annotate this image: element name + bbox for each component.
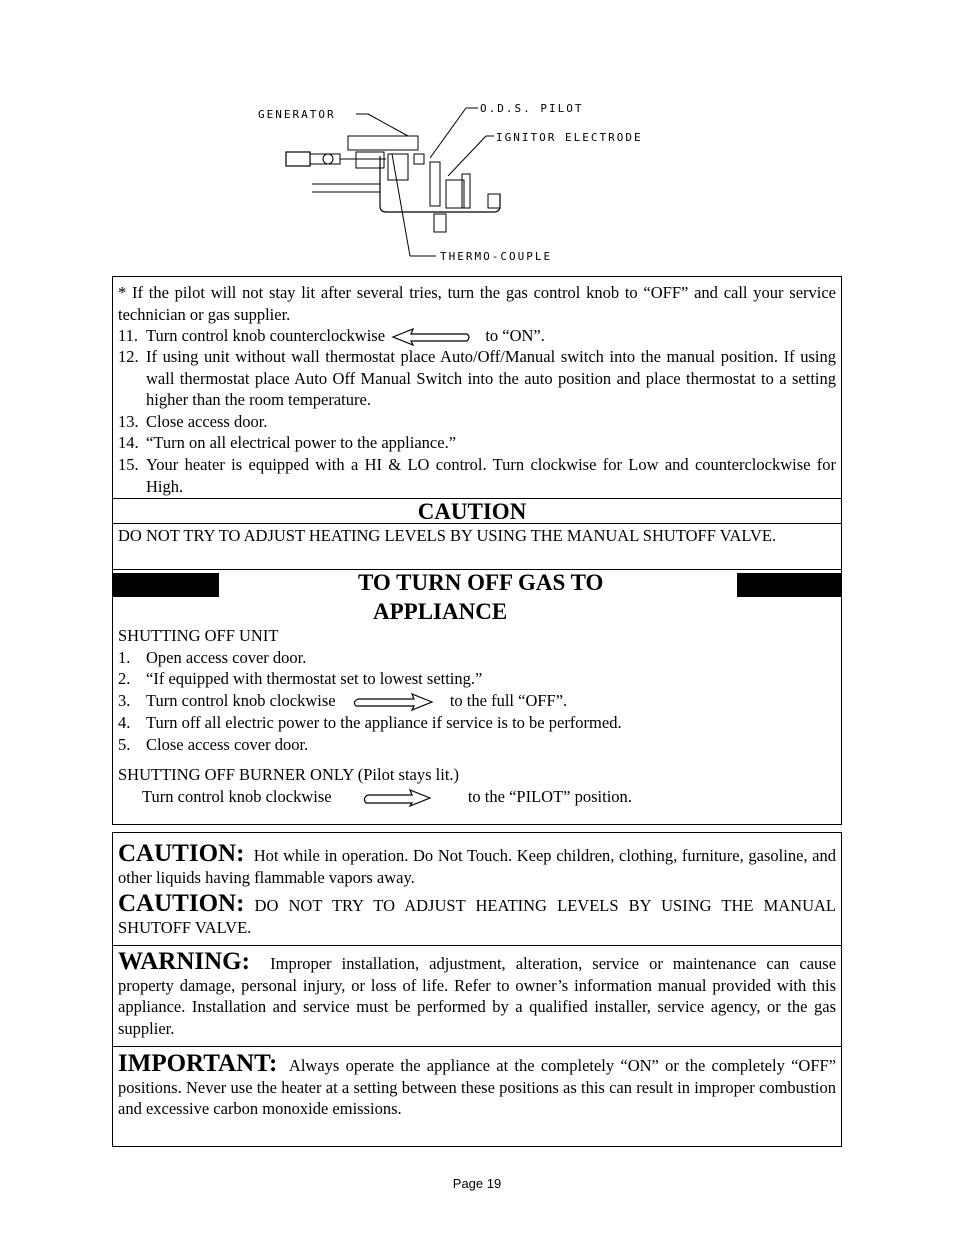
warning-label: WARNING:: [118, 948, 250, 975]
off-step-1: [118, 647, 836, 669]
burner-only-suffix: to the “PILOT” position.: [467, 787, 632, 806]
off-step-5-text: Close access cover door.: [146, 735, 309, 754]
caution-heading: CAUTION: [417, 499, 527, 524]
warnings-box: [112, 832, 842, 1147]
step-number: 12.: [118, 347, 139, 366]
turn-off-gas-title: TO TURN OFF GAS TO: [358, 570, 604, 595]
label-thermocouple: THERMO-COUPLE: [440, 250, 553, 263]
step-14: [118, 432, 836, 454]
step-number: 5.: [118, 735, 131, 754]
lighting-instructions-box: [112, 276, 842, 825]
caution-hot-text: Hot while in operation. Do Not Touch. Keep children, clothing, furniture, gasoline, and other liquids having flammable vapors away.: [118, 846, 836, 887]
off-step-2: [118, 668, 836, 690]
burner-only-text: Turn control knob clockwise: [142, 787, 332, 806]
important-label: IMPORTANT:: [118, 1050, 278, 1077]
turn-off-gas-title-line2: APPLIANCE: [373, 599, 508, 624]
caution-label: CAUTION:: [118, 890, 245, 917]
caution-adjust: [118, 890, 836, 938]
divider: [113, 945, 841, 946]
step-13-text: Close access door.: [146, 412, 268, 431]
pilot-assembly-diagram: [250, 96, 700, 266]
divider: [113, 1046, 841, 1047]
shutting-off-unit-heading: SHUTTING OFF UNIT: [118, 626, 279, 645]
important-block: [118, 1050, 837, 1120]
off-step-3: [118, 690, 836, 712]
step-15: [118, 454, 836, 497]
pilot-note: * If the pilot will not stay lit after several tries, turn the gas control knob to “OFF” and call your service technician or gas supplier.: [118, 283, 836, 324]
step-11-suffix: to “ON”.: [485, 326, 545, 345]
step-13: [118, 411, 836, 433]
off-step-5: [118, 734, 836, 756]
step-11-text: Turn control knob counterclockwise: [146, 326, 386, 345]
off-step-1-text: Open access cover door.: [146, 648, 307, 667]
step-number: 11.: [118, 326, 139, 345]
burner-only-instruction: [142, 786, 836, 808]
divider: [113, 523, 841, 524]
step-number: 3.: [118, 691, 131, 710]
label-generator: GENERATOR: [258, 108, 336, 121]
warning-text: Improper installation, adjustment, alteration, service or maintenance can cause property damage, personal injury, or loss of life. Refer to owner’s information manual provided with this appliance. Installation and service must be performed by a qualified installer, service agency, or the gas supplier.: [118, 954, 837, 1038]
step-number: 13.: [118, 412, 139, 431]
off-step-3-text: Turn control knob clockwise: [146, 691, 336, 710]
caution-label: CAUTION:: [118, 840, 245, 867]
black-bar-right: [737, 573, 841, 597]
counterclockwise-arrow-icon: [389, 328, 473, 346]
page-number: Page 19: [452, 1176, 502, 1191]
label-ignitor-electrode: IGNITOR ELECTRODE: [496, 131, 643, 144]
clockwise-arrow-icon: [358, 789, 434, 807]
off-step-4: [118, 712, 836, 734]
step-number: 15.: [118, 455, 139, 474]
off-step-4-text: Turn off all electric power to the appliance if service is to be performed.: [146, 713, 622, 732]
label-ods-pilot: O.D.S. PILOT: [480, 102, 584, 115]
step-15-text: Your heater is equipped with a HI & LO control. Turn clockwise for Low and counterclockwise for High.: [146, 455, 836, 496]
clockwise-arrow-icon: [348, 693, 436, 711]
step-number: 14.: [118, 433, 139, 452]
caution-text: DO NOT TRY TO ADJUST HEATING LEVELS BY USING THE MANUAL SHUTOFF VALVE.: [118, 526, 777, 545]
step-12: [118, 346, 836, 411]
step-11: [118, 325, 836, 347]
step-12-text: If using unit without wall thermostat place Auto/Off/Manual switch into the manual position. If using wall thermostat place Auto Off Manual Switch into the auto position and place thermostat to a setting higher than the room temperature.: [146, 347, 836, 409]
off-step-3-suffix: to the full “OFF”.: [449, 691, 568, 710]
important-text: Always operate the appliance at the completely “ON” or the completely “OFF” positions. Never use the heater at a setting between these positions as this can result in improper combustion and excessive carbon monoxide emissions.: [118, 1056, 837, 1118]
step-number: 4.: [118, 713, 131, 732]
step-14-text: “Turn on all electrical power to the appliance.”: [146, 433, 457, 452]
black-bar-left: [113, 573, 219, 597]
off-step-2-text: “If equipped with thermostat set to lowest setting.”: [146, 669, 483, 688]
step-number: 2.: [118, 669, 131, 688]
caution-adjust-text: DO NOT TRY TO ADJUST HEATING LEVELS BY USING THE MANUAL SHUTOFF VALVE.: [118, 896, 836, 937]
caution-hot: [118, 840, 836, 888]
warning-block: [118, 948, 837, 1039]
burner-only-heading: SHUTTING OFF BURNER ONLY (Pilot stays lit.): [118, 765, 460, 784]
step-number: 1.: [118, 648, 131, 667]
